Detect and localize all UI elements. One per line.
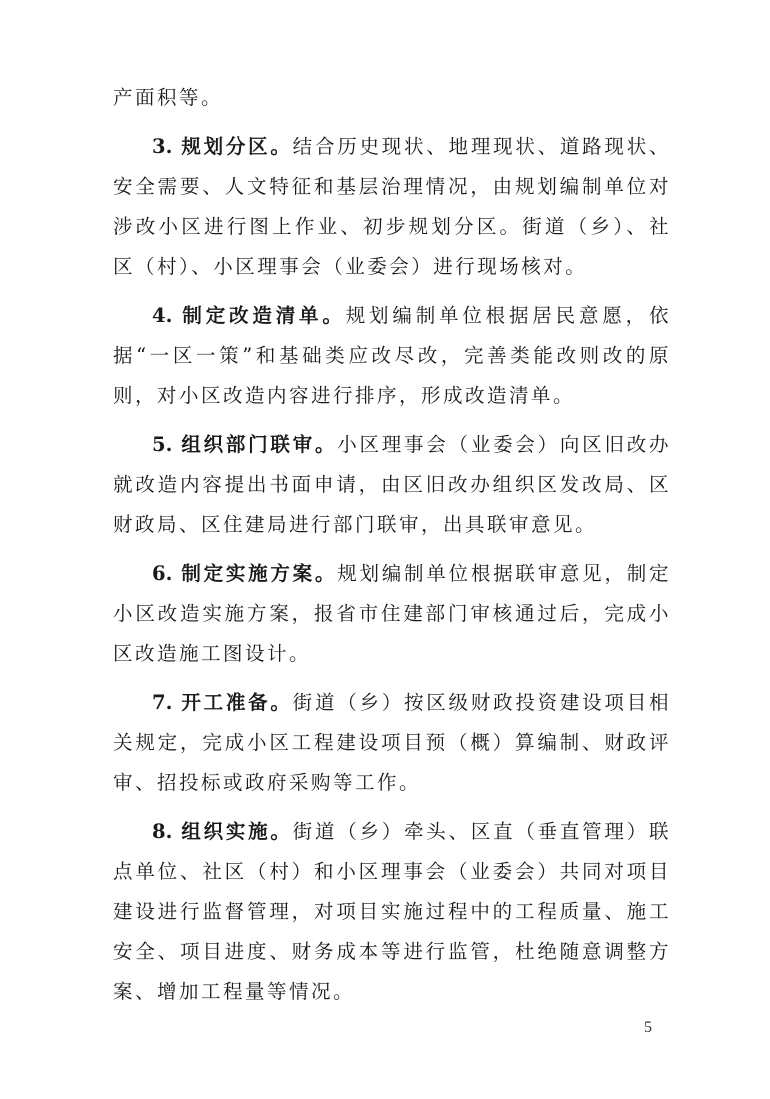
paragraph-heading: 制定实施方案。 bbox=[181, 562, 338, 585]
paragraph-heading: 组织实施。 bbox=[181, 820, 293, 843]
paragraph-text: 小区理事会（业委会）向区旧改办就改造内容提出书面申请，由区旧改办组织区发改局、区财政局、区住建局进行部门联审，出具联审意见。 bbox=[113, 433, 671, 536]
paragraph-heading: 制定改造清单。 bbox=[182, 304, 346, 327]
paragraph-text: 规划编制单位根据联审意见，制定小区改造实施方案，报省市住建部门审核通过后，完成小区改造施工图设计。 bbox=[113, 562, 671, 665]
paragraph-number: 3. bbox=[152, 135, 173, 158]
paragraph-number: 5. bbox=[152, 433, 173, 456]
paragraph-text: 规划编制单位根据居民意愿，依据“一区一策”和基础类应改尽改，完善类能改则改的原则，对小区改造内容进行排序，形成改造清单。 bbox=[113, 304, 671, 407]
paragraph-text: 结合历史现状、地理现状、道路现状、安全需要、人文特征和基层治理情况，由规划编制单位对涉改小区进行图上作业、初步规划分区。街道（乡）、社区（村）、小区理事会（业委会）进行现场核对。 bbox=[113, 135, 671, 278]
paragraph-text: 街道（乡）牵头、区直（垂直管理）联点单位、社区（村）和小区理事会（业委会）共同对项目建设进行监督管理，对项目实施过程中的工程质量、施工安全、项目进度、财务成本等进行监管，杜绝随意调整方案、增加工程量等情况。 bbox=[113, 820, 671, 1003]
paragraph-8 bbox=[113, 812, 671, 1012]
paragraph-continuation bbox=[113, 78, 671, 118]
paragraph-heading: 组织部门联审。 bbox=[181, 433, 338, 456]
paragraph-number: 8. bbox=[152, 820, 173, 843]
paragraph-heading: 规划分区。 bbox=[181, 135, 293, 158]
paragraph-number: 4. bbox=[152, 304, 173, 327]
paragraph-7 bbox=[113, 683, 671, 803]
paragraph-4 bbox=[113, 296, 671, 416]
paragraph-5 bbox=[113, 425, 671, 545]
paragraph-text: 街道（乡）按区级财政投资建设项目相关规定，完成小区工程建设项目预（概）算编制、财政评审、招投标或政府采购等工作。 bbox=[113, 691, 671, 794]
paragraph-text: 产面积等。 bbox=[113, 86, 224, 109]
paragraph-number: 6. bbox=[152, 562, 173, 585]
page-number: 5 bbox=[644, 1019, 652, 1036]
document-body bbox=[113, 78, 671, 1021]
paragraph-6 bbox=[113, 554, 671, 674]
paragraph-3 bbox=[113, 127, 671, 287]
paragraph-heading: 开工准备。 bbox=[181, 691, 293, 714]
paragraph-number: 7. bbox=[152, 691, 173, 714]
